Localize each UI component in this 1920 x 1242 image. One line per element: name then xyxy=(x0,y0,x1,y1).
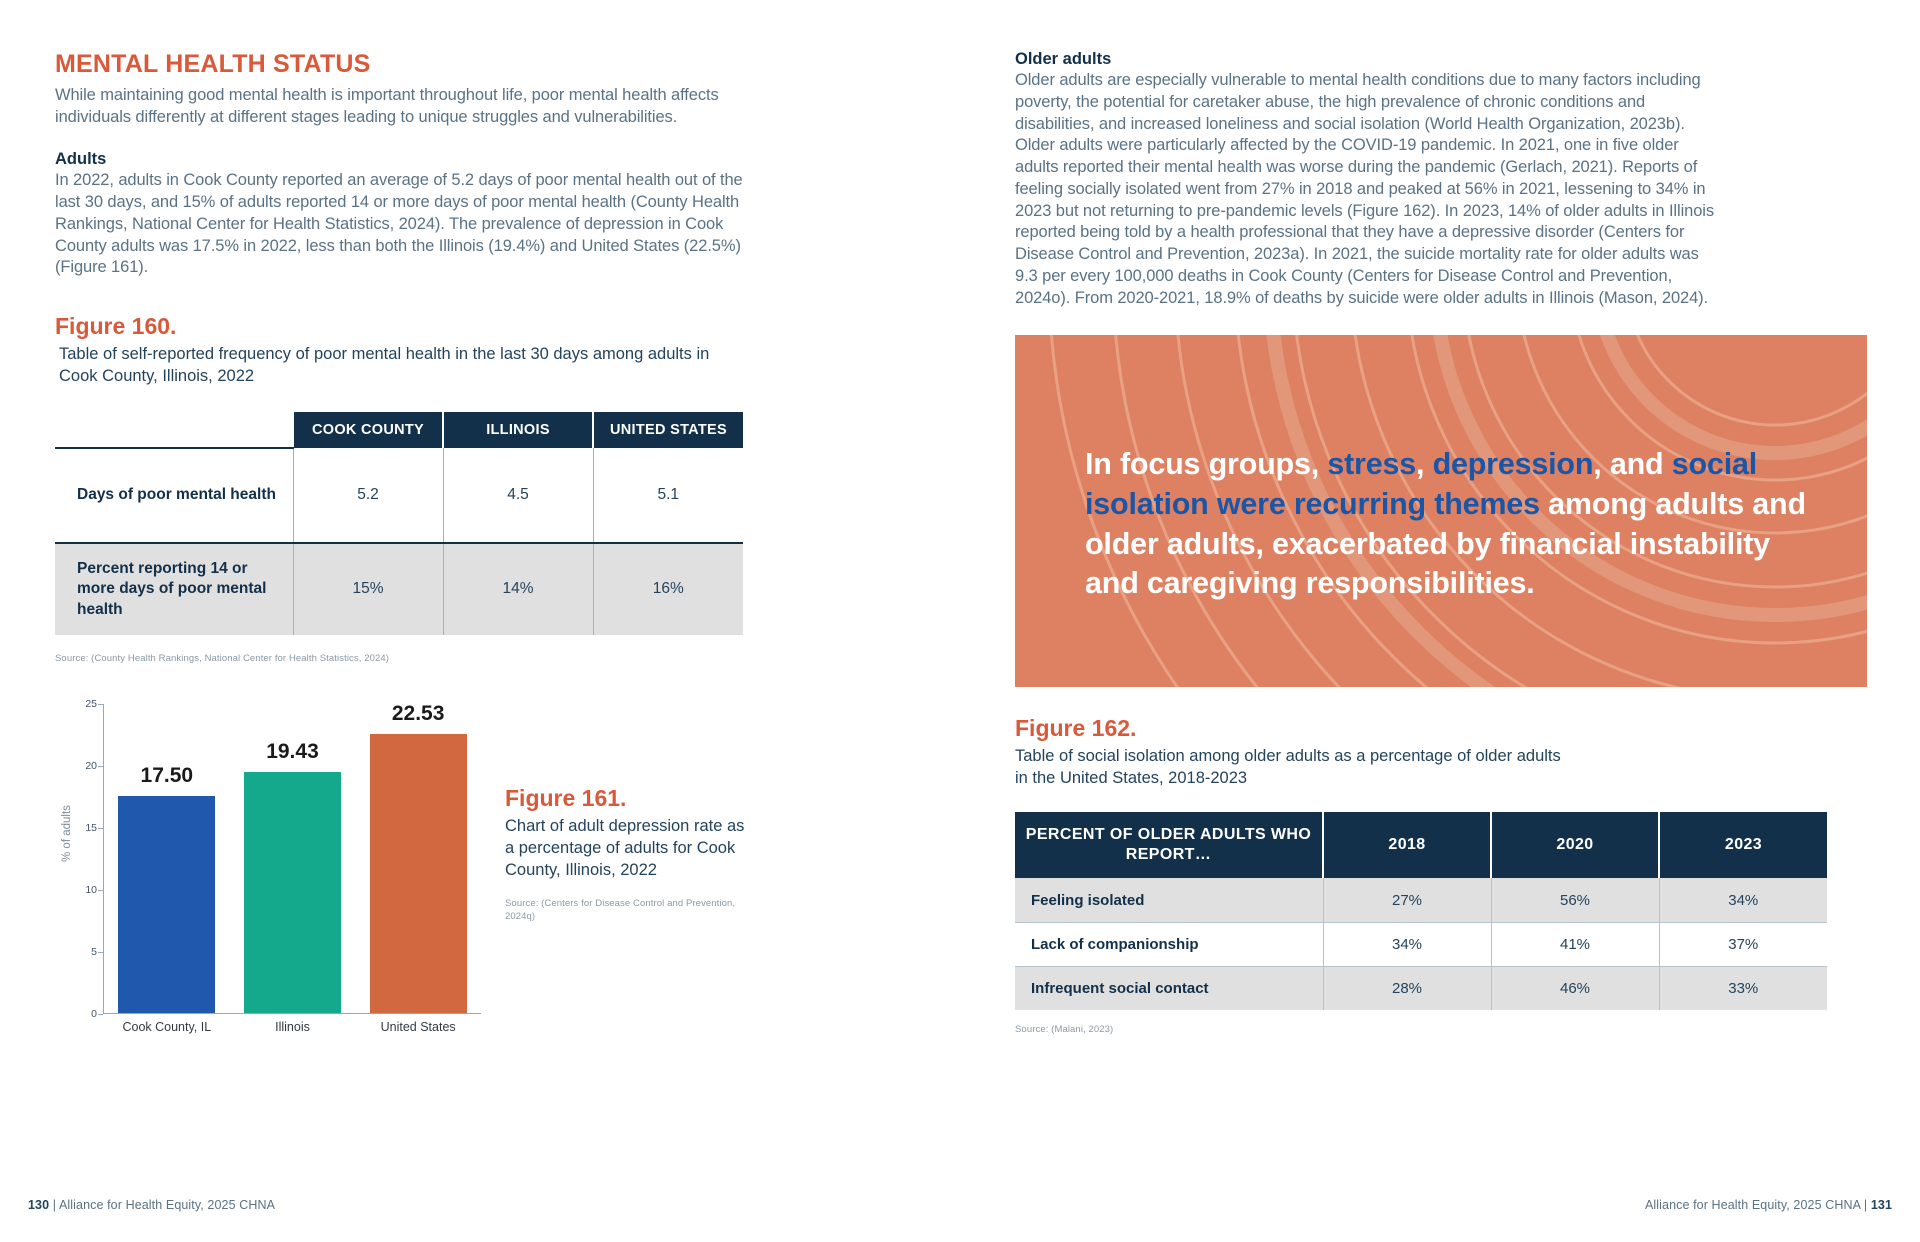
figure-161-caption-block xyxy=(505,690,755,923)
figure-162-label: Figure 162. xyxy=(1015,715,1137,742)
figure-160-label: Figure 160. xyxy=(55,313,177,340)
column-header-cook-county: COOK COUNTY xyxy=(293,412,443,448)
table-corner-cell xyxy=(55,412,293,448)
intro-paragraph: While maintaining good mental health is important throughout life, poor mental health affects individuals differently at different stages leading to unique struggles and vulnerabilities. xyxy=(55,85,719,126)
column-header-2018: 2018 xyxy=(1323,812,1491,878)
chart-plot-area xyxy=(85,697,481,1020)
x-tick-label-united-states: United States xyxy=(380,1019,456,1034)
y-tick-25: 25 xyxy=(69,698,97,710)
figure-160-table xyxy=(55,412,743,635)
table-header-row xyxy=(1015,812,1827,878)
cell-percent-illinois: 14% xyxy=(443,543,593,635)
right-page xyxy=(960,0,1920,1242)
bar-group-united-states xyxy=(355,701,481,1013)
figure-160-source: Source: (County Health Rankings, National Center for Health Statistics, 2024) xyxy=(55,652,390,664)
y-tick-15: 15 xyxy=(69,822,97,834)
figure-162-table xyxy=(1015,812,1827,1010)
quote-highlight-depression: depression xyxy=(1432,447,1594,482)
older-adults-paragraph: Older adults are especially vulnerable to mental health conditions due to many factors including poverty, the potential for caretaker abuse, the high prevalence of chronic conditions and disabilities, and increased loneliness and social isolation (World Health Organization, 2023b). Older adults were particularly affected by the COVID-19 pandemic. In 2021, one in five older adults reported their mental health was worse during the pandemic (Gerlach, 2021). Reports of feeling socially isolated went from 27% in 2018 and peaked at 56% in 2021, lessening to 34% in 2023 but not returning to pre-pandemic levels (Figure 162). In 2023, 14% of older adults in Illinois reported being told by a health professional that they have a depressive disorder (Centers for Disease Control and Prevention, 2023a). In 2021, the suicide mortality rate for older adults was 9.3 per every 100,000 deaths in Cook County (Centers for Disease Control and Prevention, 2024o). From 2020-2021, 18.9% of deaths by suicide were older adults in Illinois (Mason, 2024). xyxy=(1015,71,1715,307)
figure-161-caption: Chart of adult depression rate as a percentage of adults for Cook County, Illinois, 2022 xyxy=(505,816,745,879)
row-header-feeling-isolated: Feeling isolated xyxy=(1015,878,1323,922)
column-header-united-states: UNITED STATES xyxy=(593,412,743,448)
figure-160-caption: Table of self-reported frequency of poor mental health in the last 30 days among adults in Cook County, Illinois, 2022 xyxy=(59,345,710,386)
y-tick-20: 20 xyxy=(69,760,97,772)
cell-infrequent-contact-2023: 33% xyxy=(1659,966,1827,1010)
column-header-2023: 2023 xyxy=(1659,812,1827,878)
table-row xyxy=(55,448,743,543)
depression-bar-chart xyxy=(55,690,485,1045)
bar-value-label-illinois: 19.43 xyxy=(266,740,319,764)
older-adults-heading: Older adults xyxy=(1015,50,1112,68)
y-tick-5: 5 xyxy=(69,946,97,958)
cell-percent-united-states: 16% xyxy=(593,543,743,635)
x-tick-label-cook-county: Cook County, IL xyxy=(122,1019,212,1034)
bar-value-label-united-states: 22.53 xyxy=(391,701,445,725)
footer-right xyxy=(1645,1198,1892,1212)
table-row xyxy=(1015,878,1827,922)
column-header-percent-older-adults: PERCENT OF OLDER ADULTS WHO REPORT… xyxy=(1015,812,1323,878)
figure-162-caption: Table of social isolation among older adults as a percentage of older adults in the United States, 2018-2023 xyxy=(1015,747,1561,788)
column-header-2020: 2020 xyxy=(1491,812,1659,878)
bar-cook-county xyxy=(118,796,215,1013)
chart-x-axis xyxy=(103,1013,481,1014)
figure-162-source: Source: (Malani, 2023) xyxy=(1015,1024,1114,1036)
footer-text: Alliance for Health Equity, 2025 CHNA | xyxy=(1644,1198,1868,1212)
pull-quote-text xyxy=(1085,445,1825,604)
bar-value-label-cook-county: 17.50 xyxy=(140,763,194,787)
cell-feeling-isolated-2020: 56% xyxy=(1491,878,1659,922)
table-row xyxy=(1015,922,1827,966)
cell-infrequent-contact-2020: 46% xyxy=(1491,966,1659,1010)
figure-161-block xyxy=(55,690,900,1045)
cell-feeling-isolated-2018: 27% xyxy=(1323,878,1491,922)
quote-highlight-social-isolation: social isolation were recurring themes xyxy=(1085,447,1758,522)
quote-part-4: among adults and older adults, exacerbated by financial instability and caregiving responsibilities. xyxy=(1085,487,1806,601)
quote-part-1: In focus groups, xyxy=(1085,447,1328,482)
figure-162-block xyxy=(1015,715,1865,1035)
footer-left xyxy=(28,1198,275,1212)
row-header-infrequent-social-contact: Infrequent social contact xyxy=(1015,966,1323,1010)
quote-highlight-stress: stress xyxy=(1327,447,1416,482)
quote-part-3: , and xyxy=(1593,447,1672,482)
figure-160-block xyxy=(55,313,900,664)
adults-paragraph: In 2022, adults in Cook County reported an average of 5.2 days of poor mental health out of the last 30 days, and 15% of adults reported 14 or more days of poor mental health (County Health Rankings, National Center for Health Statistics, 2024). The prevalence of depression in Cook County adults was 17.5% in 2022, less than both the Illinois (19.4%) and United States (22.5%) (Figure 161). xyxy=(55,171,743,277)
footer-page-number: 130 xyxy=(28,1198,50,1212)
cell-lack-companionship-2023: 37% xyxy=(1659,922,1827,966)
row-header-days-poor-mental-health: Days of poor mental health xyxy=(55,448,293,543)
x-tick-label-illinois: Illinois xyxy=(275,1019,310,1034)
pull-quote-panel xyxy=(1015,335,1867,687)
cell-infrequent-contact-2018: 28% xyxy=(1323,966,1491,1010)
table-row xyxy=(55,543,743,635)
footer-page-number: 131 xyxy=(1870,1198,1892,1212)
bar-group-illinois xyxy=(230,704,356,1013)
cell-lack-companionship-2018: 34% xyxy=(1323,922,1491,966)
cell-days-illinois: 4.5 xyxy=(443,448,593,543)
adults-heading: Adults xyxy=(55,150,107,169)
cell-percent-cook-county: 15% xyxy=(293,543,443,635)
figure-161-source: Source: (Centers for Disease Control and Prevention, 2024q) xyxy=(505,897,736,922)
column-header-illinois: ILLINOIS xyxy=(443,412,593,448)
page-title: MENTAL HEALTH STATUS xyxy=(55,50,371,78)
cell-lack-companionship-2020: 41% xyxy=(1491,922,1659,966)
cell-days-united-states: 5.1 xyxy=(593,448,743,543)
chart-y-axis-label: % of adults xyxy=(61,805,73,862)
row-header-lack-of-companionship: Lack of companionship xyxy=(1015,922,1323,966)
chart-bars xyxy=(104,701,481,1013)
cell-feeling-isolated-2023: 34% xyxy=(1659,878,1827,922)
y-tick-0: 0 xyxy=(69,1008,97,1020)
row-header-percent-14-more-days: Percent reporting 14 or more days of poor mental health xyxy=(55,543,293,635)
footer-text: | Alliance for Health Equity, 2025 CHNA xyxy=(52,1198,276,1212)
table-row xyxy=(1015,966,1827,1010)
bar-illinois xyxy=(244,772,341,1013)
quote-part-2: , xyxy=(1416,447,1433,482)
y-tick-10: 10 xyxy=(69,884,97,896)
bar-group-cook-county xyxy=(104,704,230,1013)
cell-days-cook-county: 5.2 xyxy=(293,448,443,543)
figure-161-label: Figure 161. xyxy=(505,784,627,811)
chart-x-tick-labels xyxy=(104,1020,481,1034)
table-header-row xyxy=(55,412,743,448)
bar-united-states xyxy=(370,734,467,1013)
page-gutter xyxy=(960,0,961,1242)
